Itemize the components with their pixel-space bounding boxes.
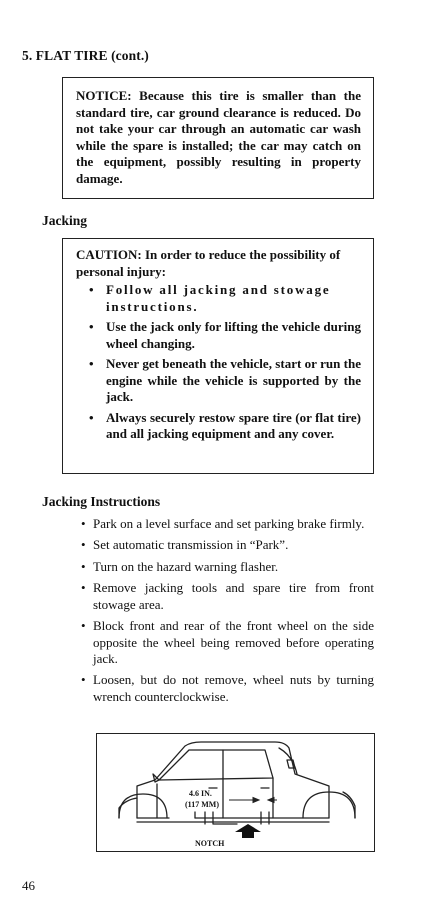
notch-label: NOTCH — [195, 839, 225, 848]
measure-inches-label: 4.6 IN. — [189, 789, 212, 798]
front-wheel-arch — [119, 794, 167, 818]
notch-arrow-icon — [235, 824, 261, 838]
instruction-item — [80, 537, 374, 553]
caution-intro: CAUTION: In order to reduce the possibility of personal injury: — [76, 247, 341, 279]
instruction-item — [80, 516, 374, 532]
caution-item-text: Follow all jacking and stowage instructions. — [106, 282, 331, 314]
instructions-heading: Jacking Instructions — [42, 494, 161, 509]
bullet-icon: • — [89, 282, 96, 297]
instruction-item-text: Block front and rear of the front wheel on the side opposite the wheel being removed before operating jack. — [93, 618, 374, 666]
caution-list — [76, 282, 361, 443]
jacking-figure — [96, 733, 375, 852]
caution-item — [76, 282, 361, 315]
caution-item-text: Always securely restow spare tire (or flat tire) and all jacking equipment and any cover. — [106, 409, 361, 441]
car-side-illustration — [97, 734, 374, 851]
instruction-item-text: Set automatic transmission in “Park”. — [93, 537, 289, 553]
notice-box — [62, 77, 374, 199]
jacking-heading: Jacking — [42, 213, 88, 228]
bullet-icon: • — [81, 618, 86, 634]
car-door — [157, 778, 273, 818]
caution-item-text: Use the jack only for lifting the vehicle during wheel changing. — [106, 319, 361, 351]
bullet-icon: • — [81, 516, 86, 531]
bullet-icon: • — [89, 409, 94, 425]
instruction-item-text: Turn on the hazard warning flasher. — [93, 558, 279, 574]
notice-text: NOTICE: Because this tire is smaller than the standard tire, car ground clearance is reduced. Do not take your car through an automatic car wash while the spare is installed; the car may catch on the equipment, possibly resulting in property damage. — [76, 88, 361, 186]
bullet-icon: • — [81, 537, 86, 553]
measure-mm-label: (117 MM) — [185, 800, 219, 809]
instruction-item-text: Loosen, but do not remove, wheel nuts by turning wrench counterclockwise. — [93, 672, 374, 704]
section-title: 5. FLAT TIRE (cont.) — [22, 48, 149, 63]
bullet-icon: • — [89, 319, 94, 334]
bullet-icon: • — [89, 356, 94, 371]
instruction-item-text: Park on a level surface and set parking brake firmly. — [93, 516, 365, 531]
caution-item — [76, 319, 361, 352]
instruction-item — [80, 618, 374, 667]
caution-item-text: Never get beneath the vehicle, start or run the engine while the vehicle is supported by the jack. — [106, 356, 361, 404]
instruction-item-text: Remove jacking tools and spare tire from front stowage area. — [93, 580, 374, 612]
instruction-item — [80, 559, 374, 575]
page-number: 46 — [22, 878, 35, 893]
caution-item — [76, 410, 361, 443]
caution-item — [76, 356, 361, 406]
instructions-list — [80, 516, 374, 710]
instruction-item — [80, 580, 374, 613]
bullet-icon: • — [81, 672, 86, 688]
bullet-icon: • — [81, 558, 86, 574]
instruction-item — [80, 672, 374, 705]
bullet-icon: • — [81, 580, 86, 596]
caution-box — [62, 238, 374, 474]
car-window — [159, 750, 273, 780]
